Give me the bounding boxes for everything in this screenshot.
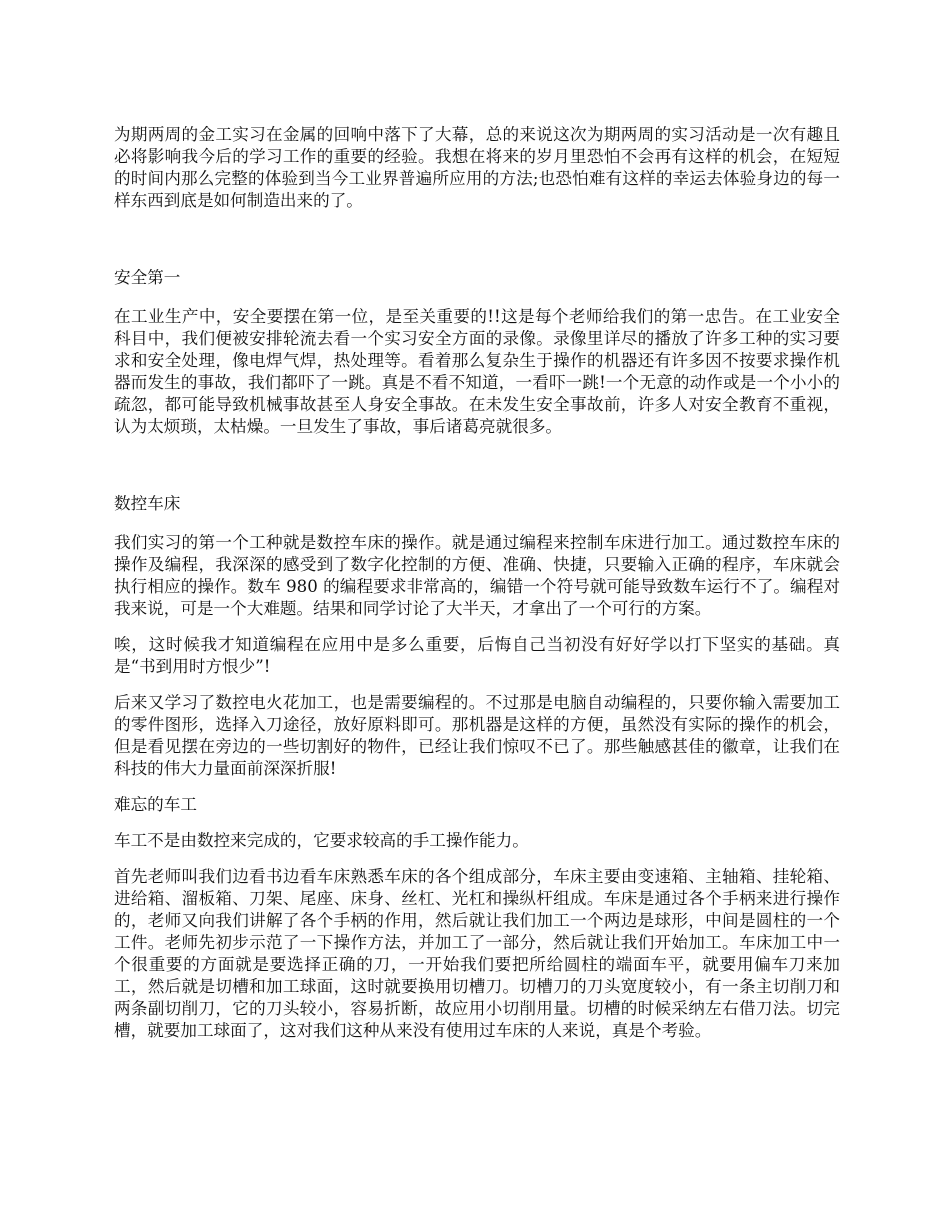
- spacer: [114, 780, 840, 794]
- spacer: [114, 212, 840, 267]
- spacer: [114, 438, 840, 493]
- spacer: [114, 678, 840, 692]
- spacer: [114, 289, 840, 306]
- section-paragraph: 我们实习的第一个工种就是数控车床的操作。就是通过编程来控制车床进行加工。通过数控车床的操作及编程，我深深的感受到了数字化控制的方便、准确、快捷，只要输入正确的程序，车床就会执行相应的操作。数车 980 的编程要求非常高的，编错一个符号就可能导致数车运行不了。编程对我来说，可是一个大难题。结果和同学讨论了大半天，才拿出了一个可行的方案。: [114, 533, 840, 618]
- spacer: [114, 816, 840, 830]
- spacer: [114, 620, 840, 634]
- section-heading-lathe-work: 难忘的车工: [114, 795, 197, 814]
- intro-paragraph: 为期两周的金工实习在金属的回响中落下了大幕，总的来说这次为期两周的实习活动是一次有趣且必将影响我今后的学习工作的重要的经验。我想在将来的岁月里恐怕不会再有这样的机会，在短短的时间内那么完整的体验到当今工业界普遍所应用的方法;也恐怕难有这样的幸运去体验身边的每一样东西到底是如何制造出来的了。: [114, 125, 840, 210]
- spacer: [114, 852, 840, 866]
- section-heading-safety: 安全第一: [114, 268, 181, 287]
- section-paragraph: 唉，这时候我才知道编程在应用中是多么重要，后悔自己当初没有好好学以打下坚实的基础。真是“书到用时方恨少”!: [114, 635, 840, 676]
- spacer: [114, 515, 840, 532]
- section-paragraph: 后来又学习了数控电火花加工，也是需要编程的。不过那是电脑自动编程的，只要你输入需要加工的零件图形，选择入刀途径，放好原料即可。那机器是这样的方便，虽然没有实际的操作的机会，但是看见摆在旁边的一些切割好的物件，已经让我们惊叹不已了。那些触感甚佳的徽章，让我们在科技的伟大力量面前深深折服!: [114, 693, 840, 778]
- section-heading-cnc-lathe: 数控车床: [114, 494, 181, 513]
- section-paragraph: 车工不是由数控来完成的，它要求较高的手工操作能力。: [114, 831, 529, 850]
- section-paragraph: 在工业生产中，安全要摆在第一位，是至关重要的!!这是每个老师给我们的第一忠告。在工业安全科目中，我们便被安排轮流去看一个实习安全方面的录像。录像里详尽的播放了许多工种的实习要求和安全处理，像电焊气焊，热处理等。看着那么复杂生于操作的机器还有许多因不按要求操作机器而发生的事故，我们都吓了一跳。真是不看不知道，一看吓一跳!一个无意的动作或是一个小小的疏忽，都可能导致机械事故甚至人身安全事故。在未发生安全事故前，许多人对安全教育不重视，认为太烦琐，太枯燥。一旦发生了事故，事后诸葛亮就很多。: [114, 307, 840, 436]
- section-paragraph: 首先老师叫我们边看书边看车床熟悉车床的各个组成部分，车床主要由变速箱、主轴箱、挂轮箱、进给箱、溜板箱、刀架、尾座、床身、丝杠、光杠和操纵杆组成。车床是通过各个手柄来进行操作的，老师又向我们讲解了各个手柄的作用，然后就让我们加工一个两边是球形，中间是圆柱的一个工件。老师先初步示范了一下操作方法，并加工了一部分，然后就让我们开始加工。车床加工中一个很重要的方面就是要选择正确的刀，一开始我们要把所给圆柱的端面车平，就要用偏车刀来加工，然后就是切槽和加工球面，这时就要换用切槽刀。切槽刀的刀头宽度较小，有一条主切削刀和两条副切削刀，它的刀头较小，容易折断，故应用小切削用量。切槽的时候采纳左右借刀法。切完槽，就要加工球面了，这对我们这种从来没有使用过车床的人来说，真是个考验。: [114, 867, 840, 1040]
- document-page: [114, 124, 840, 1042]
